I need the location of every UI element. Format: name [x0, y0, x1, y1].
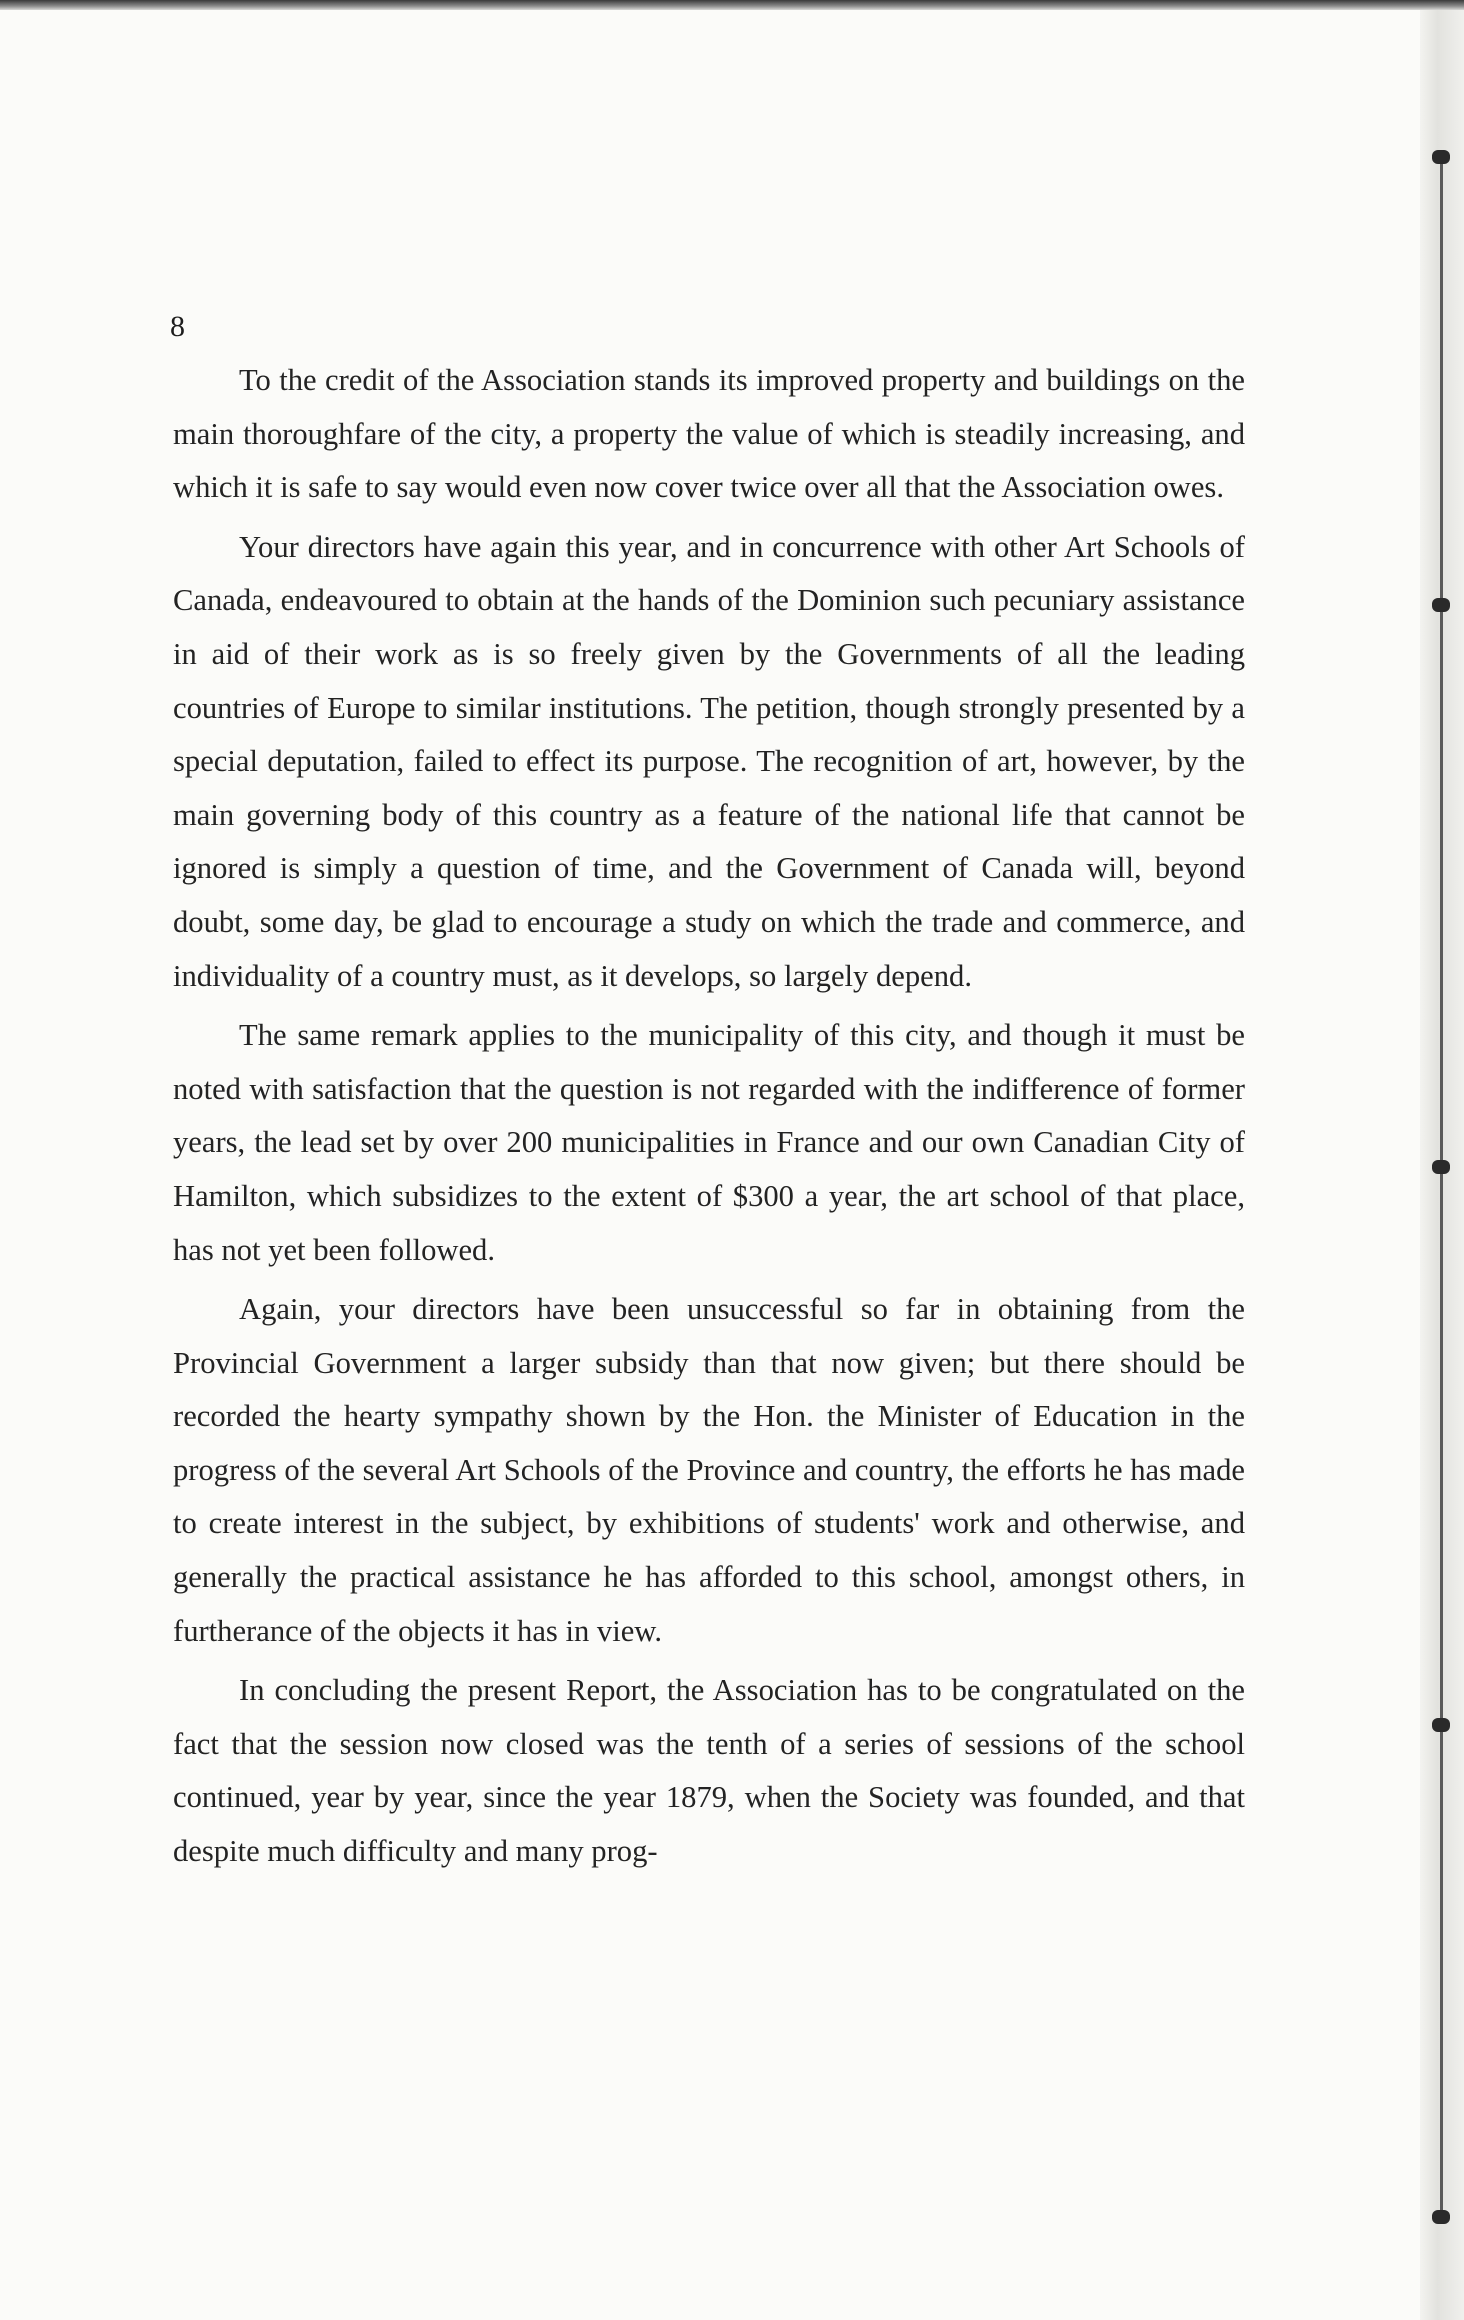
paragraph-dominion-assistance: Your directors have again this year, and in concurrence with other Art Schools of Canada, endeavoured to obtain at the hands of the Dominion such pecuniary assistance in aid of their work as is so freely given by the Governments of all the leading countries of Europe to similar institutions. The petition, though strongly presented by a special deputation, failed to effect its purpose. The recognition of art, however, by the main governing body of this country as a feature of the national life that cannot be ignored is simply a question of time, and the Government of Canada will, beyond doubt, some day, be glad to encourage a study on which the trade and commerce, and individuality of a country must, as it develops, so largely depend. — [173, 529, 1245, 993]
paragraph-provincial-government: Again, your directors have been unsuccessful so far in obtaining from the Provincial Government a larger subsidy than that now given; but there should be recorded the hearty sympathy shown by the Hon. the Minister of Education in the progress of the several Art Schools of the Province and country, the efforts he has made to create interest in the subject, by exhibitions of students' work and otherwise, and generally the practical assistance he has afforded to this school, amongst others, in furtherance of the objects it has in view. — [173, 1292, 1245, 1648]
document-page — [0, 10, 1420, 2320]
paragraph-conclusion: In concluding the present Report, the Association has to be congratulated on the fact that the session now closed was the tenth of a series of sessions of the school continued, year by year, since the year 1879, when the Society was founded, and that despite much difficulty and many prog- — [173, 1673, 1245, 1869]
book-binding-edge — [1420, 10, 1464, 2320]
binding-stitch — [1432, 598, 1450, 612]
binding-stitch — [1432, 1160, 1450, 1174]
binding-thread — [1440, 160, 1443, 2220]
paragraph-property: To the credit of the Association stands its improved property and buildings on the main thoroughfare of the city, a property the value of which is steadily increasing, and which it is safe to say would even now cover twice over all that the Association owes. — [173, 363, 1245, 505]
binding-stitch — [1432, 1718, 1450, 1732]
body-text — [173, 354, 1245, 1879]
binding-stitch — [1432, 2210, 1450, 2224]
scan-top-edge — [0, 0, 1464, 10]
paragraph-municipality: The same remark applies to the municipality of this city, and though it must be noted with satisfaction that the question is not regarded with the indifference of former years, the lead set by over 200 municipalities in France and our own Canadian City of Hamilton, which subsidizes to the extent of $300 a year, the art school of that place, has not yet been followed. — [173, 1018, 1245, 1267]
binding-stitch — [1432, 150, 1450, 164]
page-number: 8 — [170, 310, 185, 343]
